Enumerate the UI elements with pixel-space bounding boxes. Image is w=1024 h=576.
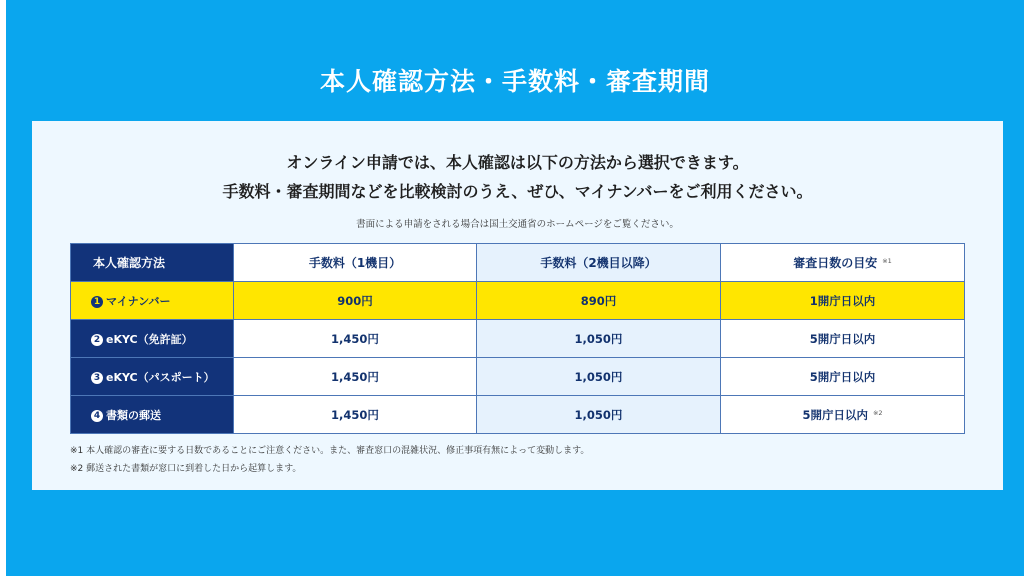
header-days-cell <box>721 244 965 282</box>
table-row <box>71 282 965 320</box>
method-cell <box>71 320 234 358</box>
fee-after-cell: 1,050円 <box>477 396 721 434</box>
number-badge: 3 <box>91 372 103 384</box>
days-cell <box>721 320 965 358</box>
method-cell <box>71 282 234 320</box>
fee-after-cell: 1,050円 <box>477 320 721 358</box>
page-title: 本人確認方法・手数料・審査期間 <box>319 67 710 96</box>
number-badge: 2 <box>91 334 103 346</box>
fee-after-cell: 890円 <box>477 282 721 320</box>
days-cell <box>721 282 965 320</box>
days-cell <box>721 358 965 396</box>
page-background <box>6 0 1024 576</box>
table-row <box>71 396 965 434</box>
method-label: eKYC（免許証） <box>106 332 193 346</box>
footnote-2: ※2 郵送された書類が窓口に到着した日から起算します。 <box>70 464 302 474</box>
method-cell <box>71 396 234 434</box>
content-panel <box>32 121 1003 490</box>
days-value: 5開庁日以内 <box>809 331 876 346</box>
method-label: 書類の郵送 <box>106 408 161 422</box>
header-fee-after: 手数料（2機目以降） <box>477 244 721 282</box>
table-row <box>71 358 965 396</box>
fee-first-cell: 1,450円 <box>234 358 477 396</box>
intro-note: 書面による申請をされる場合は国土交通省のホームページをご覧ください。 <box>356 219 679 230</box>
fee-after-cell: 1,050円 <box>477 358 721 396</box>
days-note: ※2 <box>872 408 883 417</box>
fee-first-cell: 1,450円 <box>234 396 477 434</box>
days-value: 5開庁日以内 <box>809 369 876 384</box>
intro-line-1: オンライン申請では、本人確認は以下の方法から選択できます。 <box>286 153 749 172</box>
days-value: 1開庁日以内 <box>809 293 876 308</box>
fee-first-cell: 1,450円 <box>234 320 477 358</box>
header-days: 審査日数の目安 <box>793 256 878 270</box>
comparison-table <box>70 243 965 434</box>
method-label: マイナンバー <box>106 294 171 308</box>
number-badge: 1 <box>91 296 103 308</box>
method-cell <box>71 358 234 396</box>
footnote-1: ※1 本人確認の審査に要する日数であることにご注意ください。また、審査窓口の混雑状況、修正事項有無によって変動します。 <box>70 446 590 456</box>
table-header-row <box>71 244 965 282</box>
days-value: 5開庁日以内 <box>802 407 868 422</box>
header-fee-first: 手数料（1機目） <box>234 244 477 282</box>
header-days-note: ※1 <box>882 257 892 265</box>
header-method: 本人確認方法 <box>71 244 234 282</box>
number-badge: 4 <box>91 410 103 422</box>
table-row <box>71 320 965 358</box>
method-label: eKYC（パスポート） <box>106 370 215 384</box>
intro-line-2: 手数料・審査期間などを比較検討のうえ、ぜひ、マイナンバーをご利用ください。 <box>222 182 813 201</box>
fee-first-cell: 900円 <box>234 282 477 320</box>
days-cell <box>721 396 965 434</box>
